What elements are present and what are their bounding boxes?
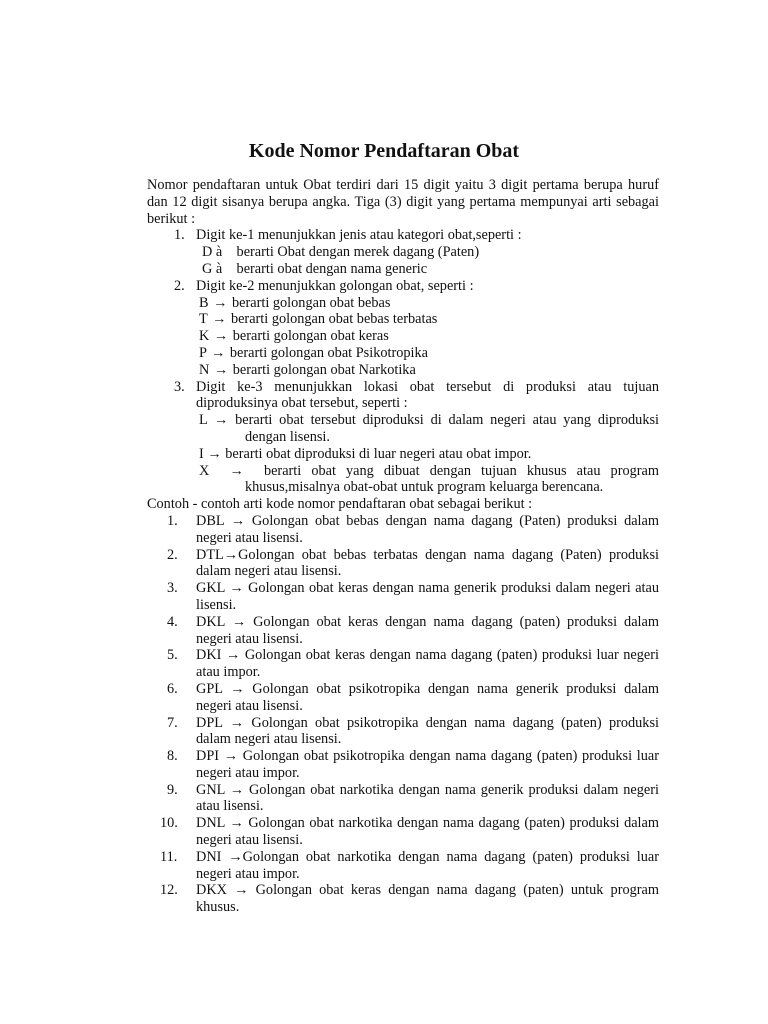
sub-desc: berarti obat dengan nama generic — [236, 260, 428, 277]
sub-code: T — [199, 311, 208, 328]
arrow-icon: → — [223, 748, 239, 765]
digit-item-3 — [147, 379, 659, 413]
example-number: 4. — [167, 613, 178, 630]
example-item — [147, 614, 659, 648]
digit-item-2 — [147, 278, 659, 295]
example-number: 3. — [167, 580, 178, 597]
example-desc: Golongan obat narkotika dengan nama dagang (paten) produksi dalam negeri atau lisensi. — [196, 815, 659, 849]
digit-item-text: Digit ke-3 menunjukkan lokasi obat tersebut di produksi atau tujuan diproduksinya obat tersebut, seperti : — [196, 378, 659, 412]
example-number: 7. — [167, 714, 178, 731]
sub-desc: berarti obat diproduksi di luar negeri atau obat impor. — [225, 445, 532, 462]
example-item — [147, 513, 659, 547]
digit-sub-item — [147, 261, 659, 278]
sub-desc: berarti golongan obat bebas — [232, 294, 391, 311]
example-desc: Golongan obat keras dengan nama dagang (paten) untuk program khusus. — [196, 882, 659, 916]
digit-item-number: 2. — [174, 277, 185, 294]
example-number: 9. — [167, 781, 178, 798]
sub-code: P — [199, 344, 207, 361]
sub-code: D — [202, 244, 213, 261]
sub-code: B — [199, 294, 209, 311]
arrow-icon: → — [214, 412, 229, 429]
example-number: 10. — [160, 815, 178, 832]
arrow-icon: → — [207, 445, 222, 462]
sub-code: N — [199, 361, 210, 378]
example-item — [147, 547, 659, 581]
arrow-icon: → — [225, 647, 241, 664]
sub-separator: à — [212, 260, 237, 277]
arrow-icon: → — [212, 311, 227, 328]
page-title: Kode Nomor Pendaftaran Obat — [248, 140, 520, 162]
example-desc: Golongan obat psikotropika dengan nama dagang (paten) produksi luar negeri atau impor. — [196, 748, 660, 781]
sub-desc: berarti obat yang dibuat dengan tujuan khusus atau program khusus,misalnya obat-obat untuk program keluarga berencana. — [245, 462, 659, 496]
example-item — [147, 681, 659, 715]
arrow-icon: → — [213, 294, 228, 311]
example-desc: Golongan obat bebas dengan nama dagang (Paten) produksi dalam negeri atau lisensi. — [196, 512, 660, 546]
digit-item-number: 3. — [174, 378, 185, 395]
sub-code: I — [199, 445, 204, 462]
example-number: 5. — [167, 647, 178, 664]
example-code: DBL — [196, 512, 225, 529]
digit-item-text: Digit ke-1 menunjukkan jenis atau kategori obat,seperti : — [196, 227, 522, 244]
example-code: DKX — [196, 882, 227, 899]
example-item — [147, 782, 659, 816]
example-desc: Golongan obat bebas terbatas dengan nama dagang (Paten) produksi dalam negeri atau lisensi. — [196, 546, 659, 580]
arrow-icon: → — [213, 361, 229, 378]
example-desc: Golongan obat keras dengan nama generik produksi dalam negeri atau lisensi. — [196, 580, 660, 613]
example-desc: Golongan obat psikotropika dengan nama dagang (paten) produksi dalam negeri atau lisensi. — [196, 714, 659, 748]
examples-heading: Contoh - contoh arti kode nomor pendaftaran obat sebagai berikut : — [147, 496, 533, 513]
example-number: 11. — [160, 848, 178, 865]
example-code: DNI — [196, 848, 222, 865]
arrow-icon: → — [211, 344, 226, 361]
digit-sub-item — [147, 446, 659, 463]
example-number: 2. — [167, 546, 178, 563]
example-desc: Golongan obat narkotika dengan nama generik produksi dalam negeri atau lisensi. — [196, 781, 659, 815]
digit-sub-item — [147, 328, 659, 345]
example-code: GPL — [196, 680, 223, 697]
example-code: DPL — [196, 714, 223, 731]
digit-sub-item — [147, 345, 659, 362]
sub-code: L — [199, 412, 208, 429]
example-code: DPI — [196, 748, 220, 765]
sub-desc: berarti golongan obat Narkotika — [232, 361, 416, 378]
sub-desc: berarti obat tersebut diproduksi di dalam negeri atau yang diproduksi dengan lisensi. — [235, 412, 660, 445]
document-body — [147, 177, 659, 916]
example-item — [147, 849, 659, 883]
arrow-icon: → — [223, 546, 239, 563]
arrow-icon: → — [229, 580, 244, 597]
example-item — [147, 715, 659, 749]
example-number: 1. — [167, 512, 178, 529]
digit-sub-item — [147, 463, 659, 497]
example-item — [147, 647, 659, 681]
example-desc: Golongan obat keras dengan nama dagang (paten) produksi luar negeri atau impor. — [196, 647, 659, 681]
sub-code: K — [199, 328, 210, 345]
digit-sub-item — [147, 244, 659, 261]
example-code: DTL — [196, 546, 224, 563]
arrow-icon: → — [229, 462, 244, 479]
arrow-icon: → — [229, 781, 245, 798]
sub-code: G — [202, 260, 213, 277]
example-desc: Golongan obat psikotropika dengan nama generik produksi dalam negeri atau lisensi. — [196, 680, 660, 714]
digit-item-number: 1. — [174, 227, 185, 244]
example-number: 12. — [160, 882, 178, 899]
sub-code: X — [199, 462, 210, 479]
digit-item-1 — [147, 227, 659, 244]
arrow-icon: → — [213, 328, 229, 345]
example-number: 8. — [167, 748, 178, 765]
arrow-icon: → — [229, 714, 245, 731]
sub-desc: berarti golongan obat keras — [232, 328, 389, 345]
example-desc: Golongan obat narkotika dengan nama dagang (paten) produksi luar negeri atau impor. — [196, 848, 659, 882]
example-number: 6. — [167, 680, 178, 697]
arrow-icon: → — [231, 613, 247, 630]
example-item — [147, 882, 659, 916]
example-desc: Golongan obat keras dengan nama dagang (paten) produksi dalam negeri atau lisensi. — [196, 613, 659, 647]
example-code: GNL — [196, 781, 225, 798]
example-code: GKL — [196, 580, 225, 597]
digit-sub-item — [147, 412, 659, 446]
example-code: DKL — [196, 613, 225, 630]
example-item — [147, 580, 659, 614]
sub-desc: berarti golongan obat bebas terbatas — [230, 311, 438, 328]
digit-sub-item — [147, 362, 659, 379]
intro-paragraph: Nomor pendaftaran untuk Obat terdiri dari 15 digit yaitu 3 digit pertama berupa huruf dan 12 digit sisanya berupa angka. Tiga (3) digit yang pertama mempunyai arti sebagai berikut : — [147, 177, 659, 227]
example-code: DNL — [196, 815, 225, 832]
arrow-icon: → — [229, 815, 244, 832]
sub-separator: à — [212, 244, 237, 261]
arrow-icon: → — [228, 848, 243, 865]
digit-item-text: Digit ke-2 menunjukkan golongan obat, seperti : — [196, 277, 474, 294]
arrow-icon: → — [234, 882, 249, 899]
arrow-icon: → — [230, 512, 246, 529]
example-item — [147, 815, 659, 849]
sub-desc: berarti golongan obat Psikotropika — [229, 344, 429, 361]
example-item — [147, 748, 659, 782]
arrow-icon: → — [230, 680, 245, 697]
sub-desc: berarti Obat dengan merek dagang (Paten) — [236, 244, 480, 261]
digit-sub-item — [147, 295, 659, 312]
example-code: DKI — [196, 647, 222, 664]
digit-sub-item — [147, 311, 659, 328]
